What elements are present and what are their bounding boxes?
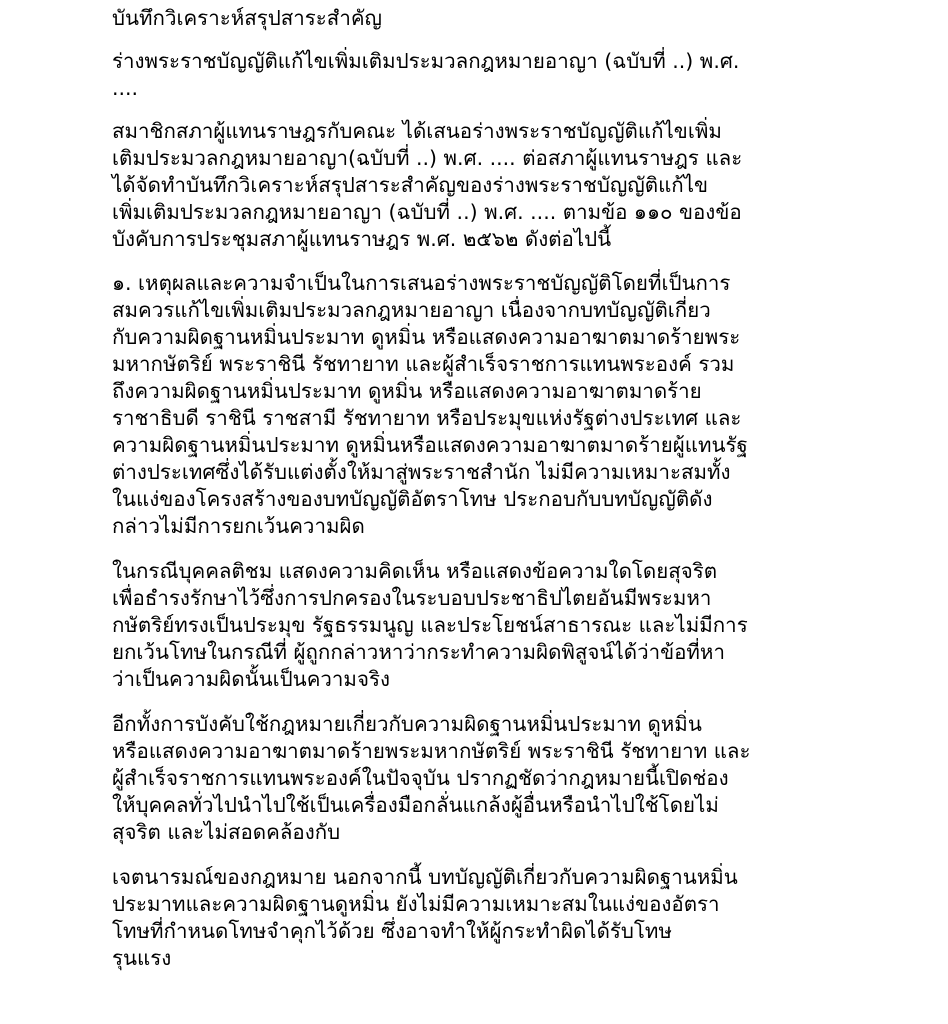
- bill-title: [112, 48, 942, 102]
- paragraph-2: [112, 558, 942, 693]
- text-line: เพื่อธำรงรักษาไว้ซึ่งการปกครองในระบอบประชาธิปไตยอันมีพระมหา: [112, 586, 712, 610]
- text-line: ว่าเป็นความผิดนั้นเป็นความจริง: [112, 667, 390, 691]
- paragraph-4: [112, 864, 942, 972]
- intro-paragraph: [112, 118, 942, 253]
- text-line: ในแง่ของโครงสร้างของบทบัญญัติอัตราโทษ ประกอบกับบทบัญญัติดัง: [112, 487, 713, 511]
- text-line: ประมาทและความผิดฐานดูหมิ่น ยังไม่มีความเหมาะสมในแง่ของอัตรา: [112, 892, 720, 916]
- section-1-paragraph: [112, 270, 942, 540]
- text-line: ในกรณีบุคคลติชม แสดงความคิดเห็น หรือแสดงข้อความใดโดยสุจริต: [112, 559, 718, 583]
- text-line: ถึงความผิดฐานหมิ่นประมาท ดูหมิ่น หรือแสดงความอาฆาตมาดร้าย: [112, 379, 702, 403]
- text-line: สุจริต และไม่สอดคล้องกับ: [112, 820, 341, 844]
- text-line: อีกทั้งการบังคับใช้กฎหมายเกี่ยวกับความผิดฐานหมิ่นประมาท ดูหมิ่น: [112, 712, 702, 736]
- text-line: ให้บุคคลทั่วไปนำไปใช้เป็นเครื่องมือกลั่นแกล้งผู้อื่นหรือนำไปใช้โดยไม่: [112, 793, 719, 817]
- text-line: ผู้สำเร็จราชการแทนพระองค์ในปัจจุบัน ปรากฏชัดว่ากฎหมายนี้เปิดช่อง: [112, 766, 729, 790]
- text-line: เจตนารมณ์ของกฎหมาย นอกจากนี้ บทบัญญัติเกี่ยวกับความผิดฐานหมิ่น: [112, 865, 738, 889]
- text-line: ราชาธิบดี ราชินี ราชสามี รัชทายาท หรือประมุขแห่งรัฐต่างประเทศ และ: [112, 406, 742, 430]
- text-line: ความผิดฐานหมิ่นประมาท ดูหมิ่นหรือแสดงความอาฆาตมาดร้ายผู้แทนรัฐ: [112, 433, 748, 457]
- text-line: ๑. เหตุผลและความจำเป็นในการเสนอร่างพระราชบัญญัติโดยที่เป็นการ: [112, 271, 731, 295]
- document-page: [112, 0, 942, 972]
- text-line: ยกเว้นโทษในกรณีที่ ผู้ถูกกล่าวหาว่ากระทำความผิดพิสูจน์ได้ว่าข้อที่หา: [112, 640, 725, 664]
- text-line: ได้จัดทำบันทึกวิเคราะห์สรุปสาระสำคัญของร่างพระราชบัญญัติแก้ไข: [112, 173, 709, 197]
- text-line: กษัตริย์ทรงเป็นประมุข รัฐธรรมนูญ และประโยชน์สาธารณะ และไม่มีการ: [112, 613, 748, 637]
- document-title: [112, 5, 942, 32]
- text-line: สมควรแก้ไขเพิ่มเติมประมวลกฎหมายอาญา เนื่องจากบทบัญญัติเกี่ยว: [112, 298, 711, 322]
- text-line: รุนแรง: [112, 946, 172, 970]
- text-line: เติมประมวลกฎหมายอาญา(ฉบับที่ ..) พ.ศ. .... ต่อสภาผู้แทนราษฎร และ: [112, 146, 743, 170]
- text-line: เพิ่มเติมประมวลกฎหมายอาญา (ฉบับที่ ..) พ.ศ. .... ตามข้อ ๑๑๐ ของข้อ: [112, 200, 742, 224]
- text-line: บังคับการประชุมสภาผู้แทนราษฎร พ.ศ. ๒๕๖๒ ดังต่อไปนี้: [112, 227, 612, 251]
- bill-title-line: ร่างพระราชบัญญัติแก้ไขเพิ่มเติมประมวลกฎหมายอาญา (ฉบับที่ ..) พ.ศ.: [112, 49, 740, 73]
- text-line: โทษที่กำหนดโทษจำคุกไว้ด้วย ซึ่งอาจทำให้ผู้กระทำผิดได้รับโทษ: [112, 919, 672, 943]
- text-line: กล่าวไม่มีการยกเว้นความผิด: [112, 514, 365, 538]
- text-line: กับความผิดฐานหมิ่นประมาท ดูหมิ่น หรือแสดงความอาฆาตมาดร้ายพระ: [112, 325, 741, 349]
- text-line: หรือแสดงความอาฆาตมาดร้ายพระมหากษัตริย์ พระราชินี รัชทายาท และ: [112, 739, 751, 763]
- title-line: บันทึกวิเคราะห์สรุปสาระสำคัญ: [112, 6, 383, 30]
- bill-title-line: ....: [112, 76, 139, 100]
- text-line: สมาชิกสภาผู้แทนราษฎรกับคณะ ได้เสนอร่างพระราชบัญญัติแก้ไขเพิ่ม: [112, 119, 722, 143]
- text-line: มหากษัตริย์ พระราชินี รัชทายาท และผู้สำเร็จราชการแทนพระองค์ รวม: [112, 352, 735, 376]
- text-line: ต่างประเทศซึ่งได้รับแต่งตั้งให้มาสู่พระราชสำนัก ไม่มีความเหมาะสมทั้ง: [112, 460, 731, 484]
- paragraph-3: [112, 711, 942, 846]
